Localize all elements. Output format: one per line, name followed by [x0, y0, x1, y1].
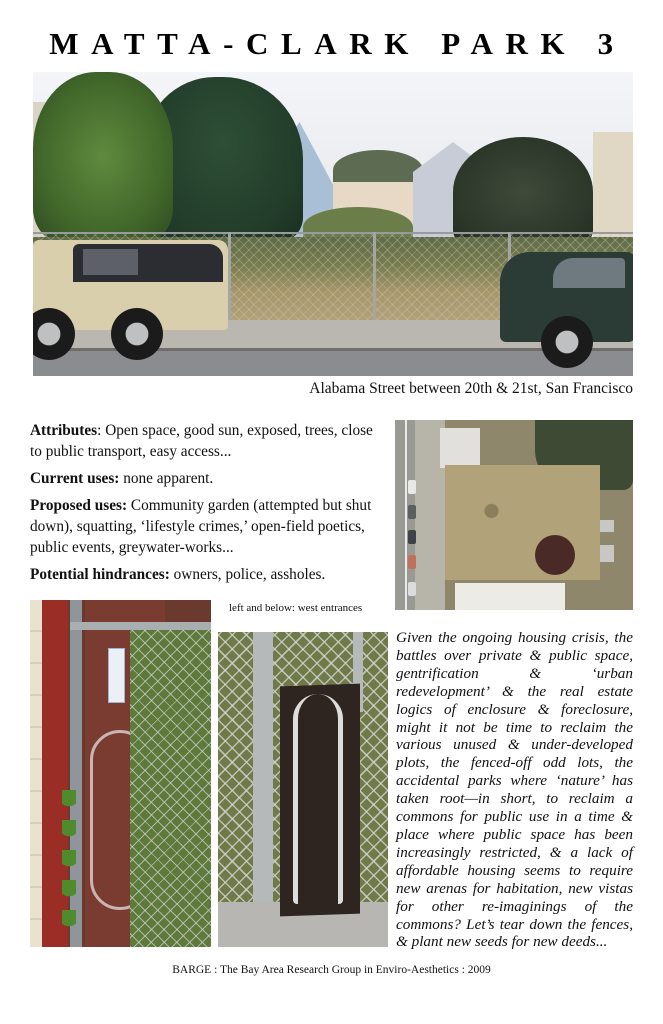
dark-tree [453, 137, 593, 247]
truck-window [83, 249, 138, 275]
rooftop [440, 428, 480, 468]
attribute-separator: : [97, 422, 102, 439]
sticker [108, 648, 125, 703]
attribute-text: Open space, good sun, exposed, trees, close to public transport, easy access... [30, 422, 373, 460]
gate-bar [70, 622, 211, 630]
parked-car [408, 555, 416, 569]
graffiti-arrow [293, 694, 343, 904]
shed [600, 545, 614, 562]
tree-canopy [535, 535, 575, 575]
attribute-text: Community garden (attempted but shut down), squatting, ‘lifestyle crimes,’ open-field poetics, public events, greywater-works... [30, 497, 372, 556]
essay-text: Given the ongoing housing crisis, the battles over private & public space, gentrification & ‘urban redevelopment’ & the real estate logics of enclosure & foreclosure, might it not be time to reclaim the various unused & under-developed plots, the fenced-off odd lots, the accidental parks where ‘nature’ has taken root—in short, to reclaim a commons for public use in a time & place where public space has been increasingly restricted, & a lack of affordable housing seems to require new arenas for habitation, new vistas for other re-imaginings of the commons? Let’s tear down the fences, & plant new seeds for new deeds... [396, 629, 633, 951]
attribute-current-uses [30, 468, 380, 489]
fence-post [253, 632, 273, 902]
attribute-label: Potential hindrances: [30, 566, 170, 583]
lane-line [405, 420, 407, 610]
attribute-label: Attributes [30, 422, 98, 439]
west-entrances-caption: left and below: west entrances [229, 602, 363, 614]
footer-credit: BARGE : The Bay Area Research Group in Enviro-Aesthetics : 2009 [172, 964, 491, 976]
parked-car [408, 530, 416, 544]
willow-tree [33, 72, 173, 242]
attribute-text: owners, police, assholes. [169, 566, 326, 583]
vacant-lot [445, 465, 600, 580]
site-attributes [30, 420, 380, 591]
attribute-label: Proposed uses: [30, 497, 128, 514]
main-street-photo [33, 72, 633, 376]
rooftop [455, 583, 565, 610]
attribute-attributes [30, 420, 380, 462]
suv-window [553, 258, 625, 288]
attribute-label: Current uses: [30, 470, 120, 487]
west-entrance-photo-left [30, 600, 211, 947]
main-photo-caption: Alabama Street between 20th & 21st, San Francisco [309, 380, 633, 397]
aerial-photo [395, 420, 633, 610]
attribute-text: none apparent. [119, 470, 214, 487]
attribute-proposed-uses [30, 495, 380, 558]
parked-car [408, 505, 416, 519]
fence-post [228, 232, 231, 324]
west-entrance-photo-right [218, 632, 388, 947]
suv-wheel [541, 316, 593, 368]
chain-link-mesh [130, 630, 211, 947]
page-title: MATTA-CLARK PARK 3 [49, 26, 626, 61]
house-siding [30, 600, 42, 947]
fence-post [373, 232, 376, 324]
ivy [62, 790, 76, 940]
parked-car [408, 480, 416, 494]
attribute-potential-hindrances [30, 564, 380, 585]
parked-car [408, 582, 416, 596]
shed [600, 520, 614, 532]
truck-wheel [111, 308, 163, 360]
